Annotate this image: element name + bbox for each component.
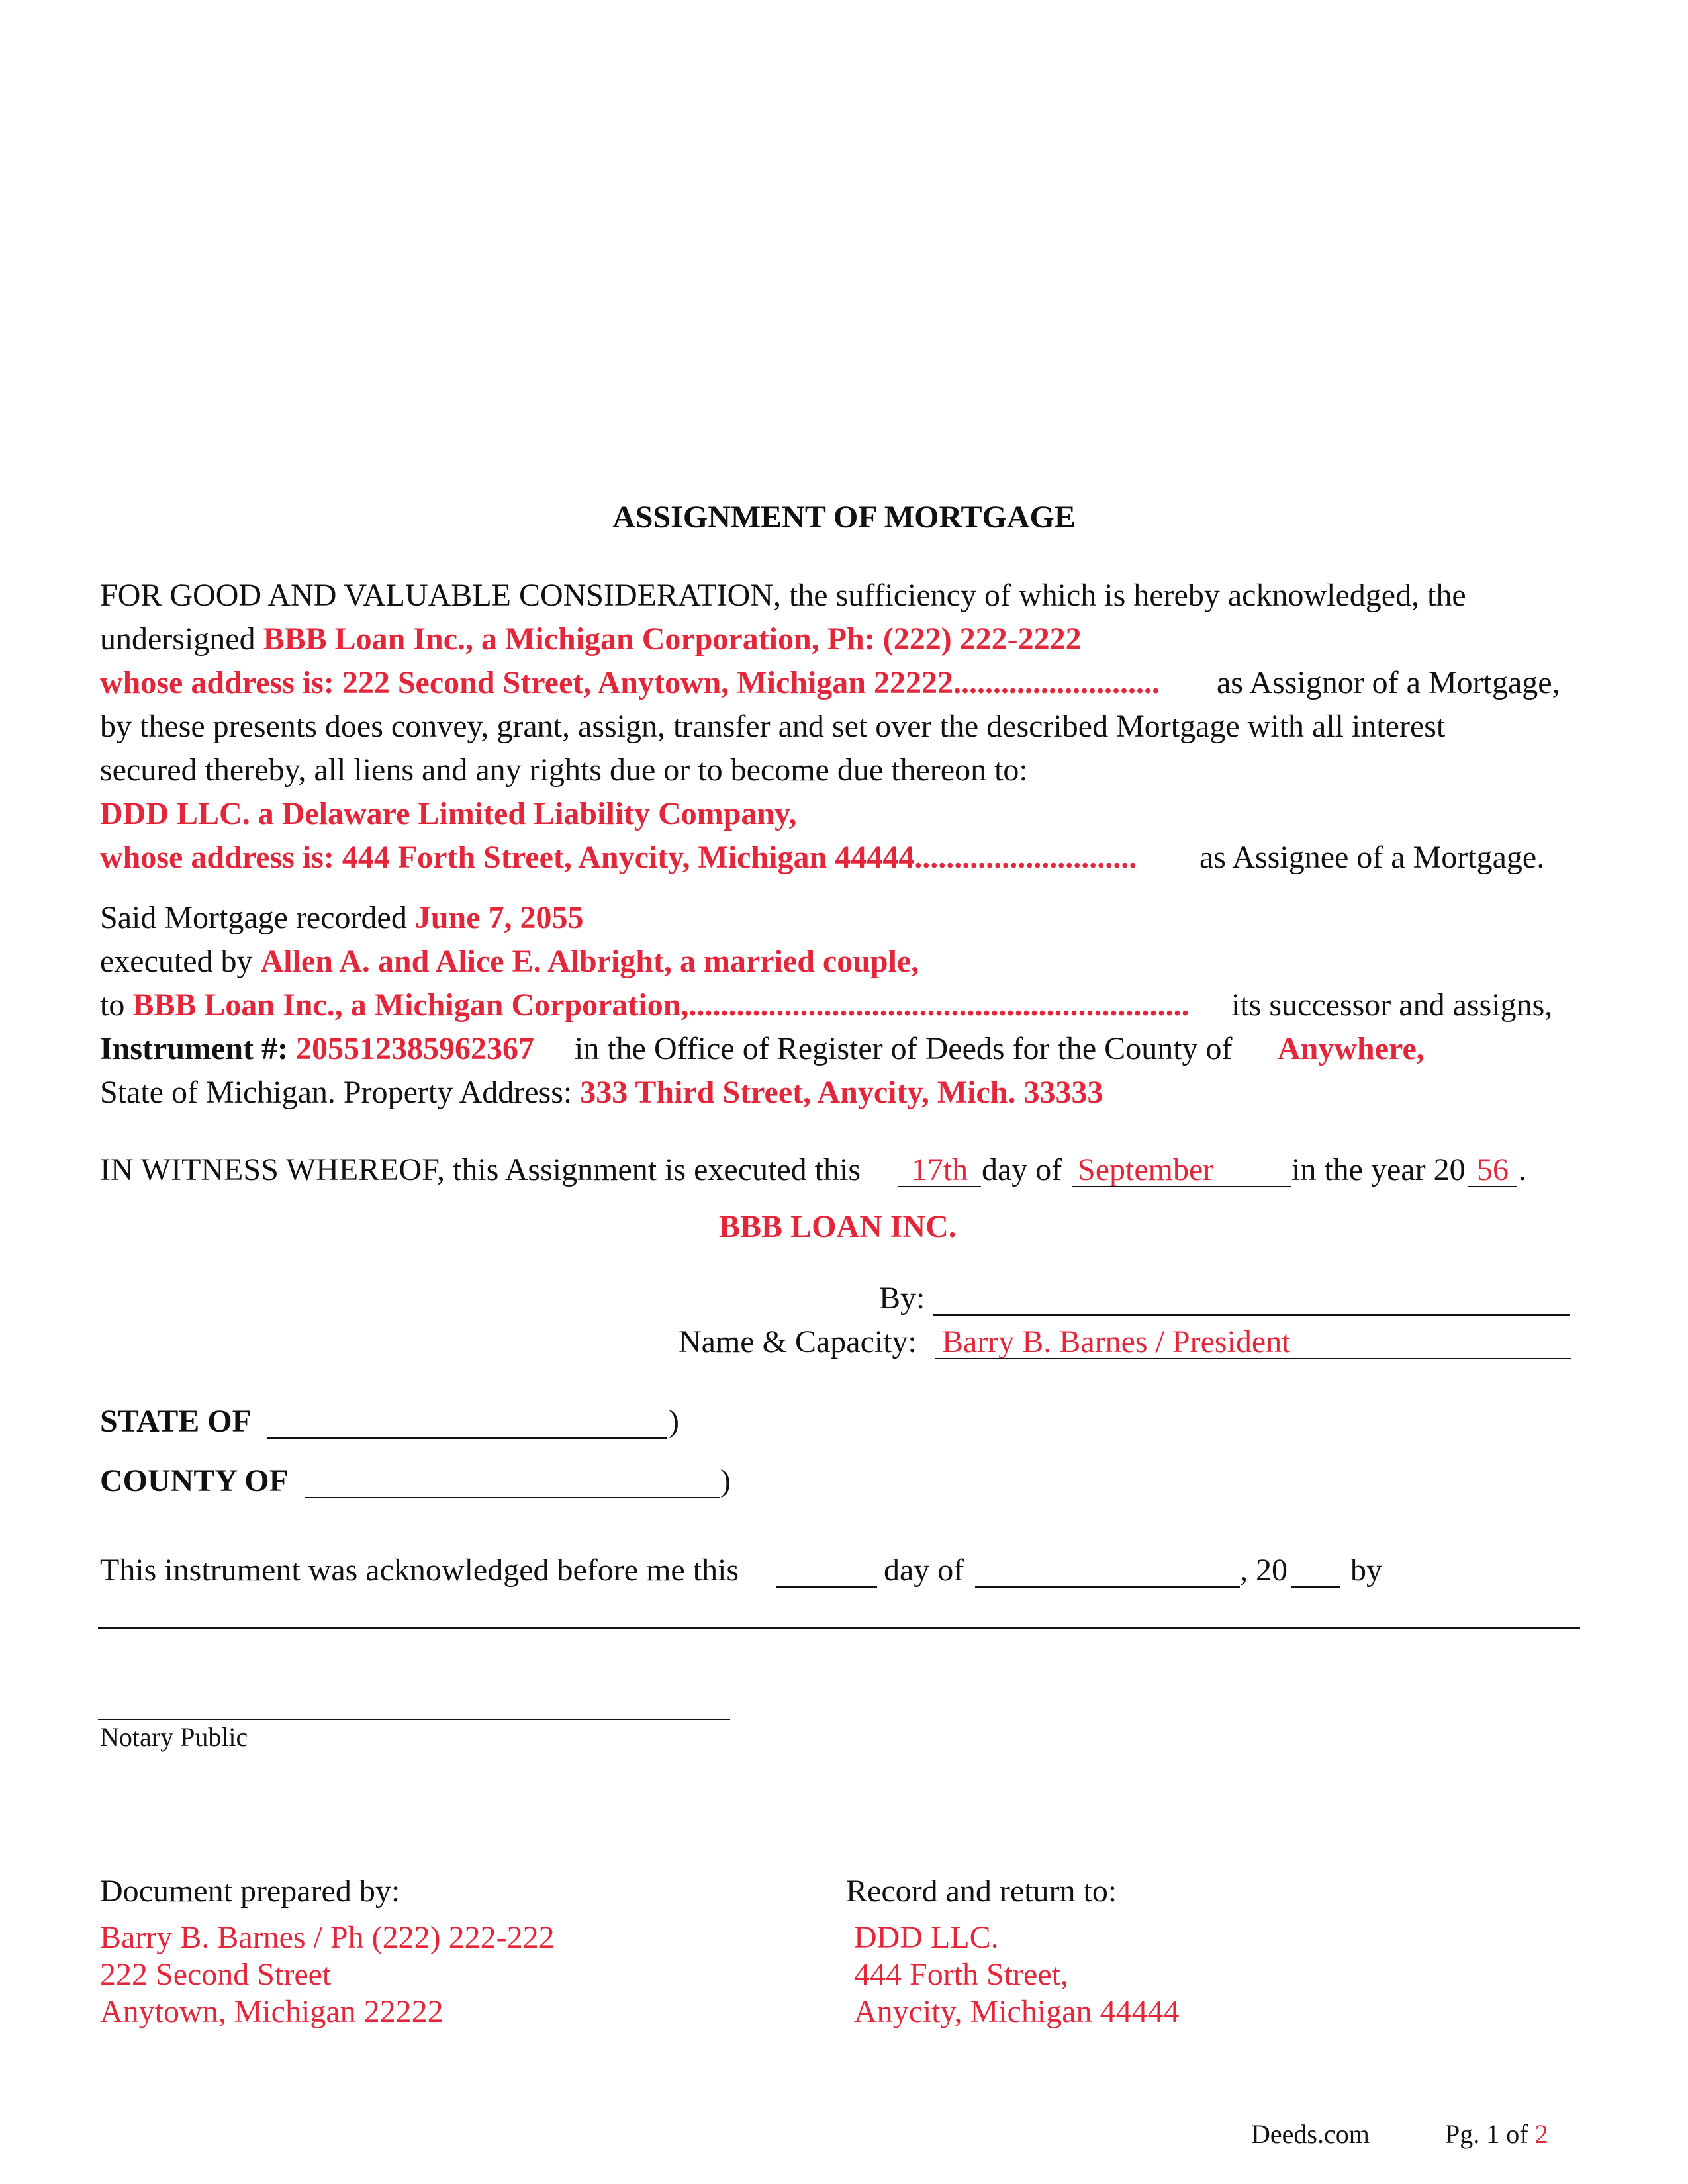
- witness-month[interactable]: September: [1078, 1152, 1214, 1187]
- recorded-date: June 7, 2055: [414, 900, 584, 935]
- recorded-label: Said Mortgage recorded: [100, 900, 407, 935]
- executed-line: [100, 942, 919, 981]
- footer-page-label: Pg. 1 of: [1445, 2119, 1528, 2149]
- ack-part-4: by: [1350, 1553, 1382, 1588]
- intro-line-2: [100, 619, 1082, 659]
- property-address: 333 Third Street, Anycity, Mich. 33333: [580, 1075, 1103, 1110]
- county-of-blank[interactable]: [305, 1497, 720, 1498]
- undersigned-label: undersigned: [100, 621, 256, 657]
- return-to-line-2: 444 Forth Street,: [854, 1957, 1068, 1992]
- state-of-paren: ): [669, 1404, 679, 1439]
- to-line: [100, 985, 1189, 1025]
- assignor-name: BBB Loan Inc., a Michigan Corporation, Ph: (222) 222-2222: [263, 621, 1082, 657]
- assignee-address: whose address is: 444 Forth Street, Anycity, Michigan 44444............................: [100, 840, 1137, 875]
- name-capacity-underline: [935, 1358, 1571, 1359]
- signature-line[interactable]: [933, 1314, 1570, 1316]
- ack-part-1: This instrument was acknowledged before me this: [100, 1553, 739, 1588]
- to-party: BBB Loan Inc., a Michigan Corporation,...............................................................: [132, 987, 1190, 1023]
- witness-day-of: day of: [982, 1152, 1062, 1187]
- recorded-line: [100, 898, 584, 938]
- instrument-number: 205512385962367: [296, 1031, 534, 1066]
- witness-text: IN WITNESS WHEREOF, this Assignment is executed this: [100, 1152, 861, 1187]
- intro-line-3: [100, 663, 1160, 703]
- prepared-by-line-1: Barry B. Barnes / Ph (222) 222-222: [100, 1920, 555, 1955]
- by-label: By:: [879, 1281, 925, 1316]
- assignor-role: as Assignor of a Mortgage,: [1217, 665, 1560, 700]
- witness-day-underline: [898, 1186, 981, 1187]
- assignee-role: as Assignee of a Mortgage.: [1199, 840, 1545, 875]
- ack-year-blank[interactable]: [1291, 1586, 1340, 1588]
- witness-year[interactable]: 56: [1477, 1152, 1509, 1187]
- footer-page: [1445, 2118, 1548, 2151]
- witness-day[interactable]: 17th: [911, 1152, 968, 1187]
- name-capacity-label: Name & Capacity:: [679, 1324, 917, 1359]
- footer-page-total: 2: [1534, 2119, 1548, 2149]
- witness-in-year: in the year 20: [1291, 1152, 1466, 1187]
- to-label: to: [100, 987, 125, 1023]
- ack-full-line[interactable]: [98, 1627, 1580, 1629]
- successor-text: its successor and assigns,: [1231, 987, 1553, 1023]
- return-to-label: Record and return to:: [846, 1874, 1117, 1909]
- executed-label: executed by: [100, 944, 253, 979]
- witness-period: .: [1519, 1152, 1526, 1187]
- return-to-line-3: Anycity, Michigan 44444: [854, 1994, 1180, 2029]
- return-to-line-1: DDD LLC.: [854, 1920, 999, 1955]
- company-name: BBB LOAN INC.: [719, 1209, 957, 1244]
- intro-line-4: by these presents does convey, grant, assign, transfer and set over the described Mortgage with all interest: [100, 709, 1446, 744]
- state-text: State of Michigan. Property Address:: [100, 1075, 573, 1110]
- county-name: Anywhere,: [1278, 1031, 1425, 1066]
- witness-year-underline: [1468, 1186, 1517, 1187]
- assignee-name: DDD LLC. a Delaware Limited Liability Company,: [100, 796, 797, 831]
- county-of-paren: ): [720, 1463, 731, 1498]
- notary-public-label: Notary Public: [100, 1722, 248, 1752]
- state-of-label: STATE OF: [100, 1404, 252, 1439]
- footer-brand: Deeds.com: [1251, 2119, 1370, 2149]
- intro-line-5: secured thereby, all liens and any rights due or to become due thereon to:: [100, 752, 1028, 788]
- executed-by: Allen A. and Alice E. Albright, a married couple,: [260, 944, 919, 979]
- ack-month-blank[interactable]: [975, 1586, 1240, 1588]
- witness-month-underline: [1072, 1186, 1291, 1187]
- intro-line-1: FOR GOOD AND VALUABLE CONSIDERATION, the sufficiency of which is hereby acknowledged, the: [100, 578, 1466, 613]
- ack-day-blank[interactable]: [776, 1586, 877, 1588]
- prepared-by-label: Document prepared by:: [100, 1874, 400, 1909]
- property-line: [100, 1073, 1103, 1113]
- prepared-by-line-2: 222 Second Street: [100, 1957, 332, 1992]
- county-of-label: COUNTY OF: [100, 1463, 289, 1498]
- ack-part-2: day of: [884, 1553, 964, 1588]
- state-of-blank[interactable]: [267, 1437, 667, 1439]
- instrument-label: Instrument #:: [100, 1031, 288, 1066]
- prepared-by-line-3: Anytown, Michigan 22222: [100, 1994, 444, 2029]
- assignor-address: whose address is: 222 Second Street, Anytown, Michigan 22222..........................: [100, 665, 1160, 700]
- ack-part-3: , 20: [1240, 1553, 1288, 1588]
- name-capacity-value[interactable]: Barry B. Barnes / President: [942, 1324, 1291, 1359]
- instrument-line: [100, 1029, 534, 1069]
- notary-signature-line[interactable]: [98, 1719, 730, 1720]
- page-title: ASSIGNMENT OF MORTGAGE: [612, 500, 1076, 535]
- office-text: in the Office of Register of Deeds for the County of: [575, 1031, 1233, 1066]
